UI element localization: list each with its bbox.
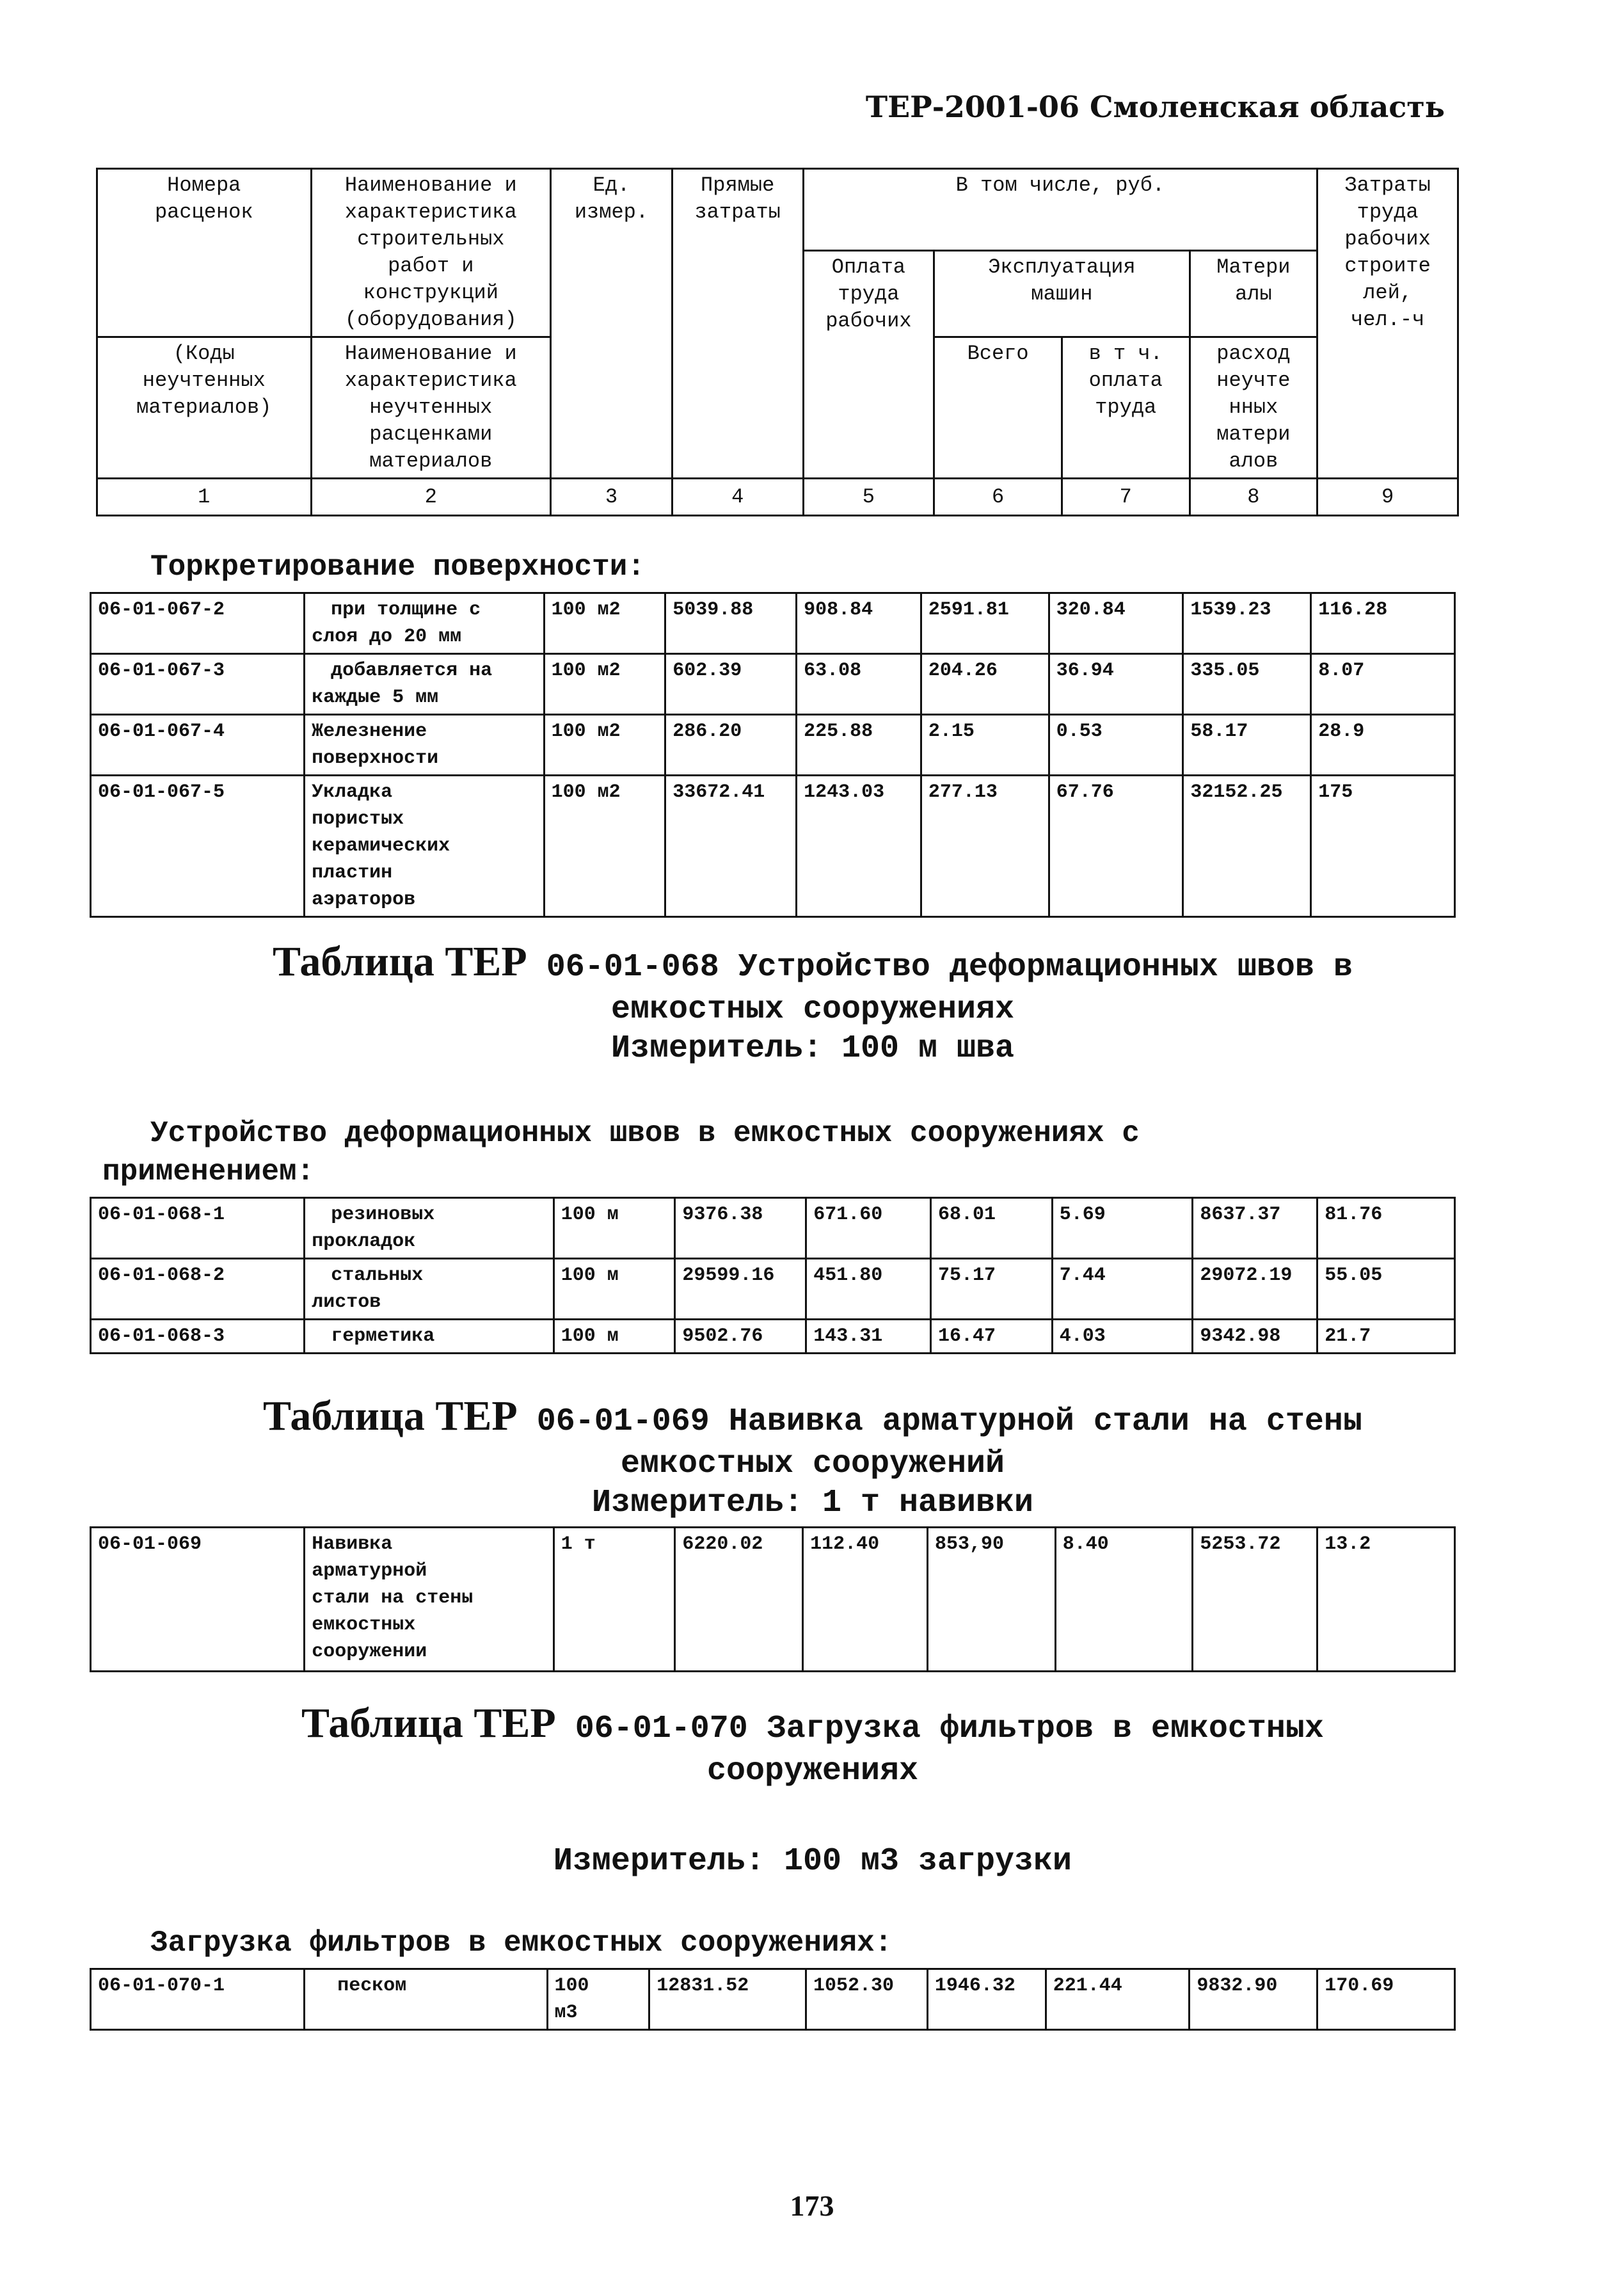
table-row [91,1528,1455,1672]
row-code: 06-01-068-2 [91,1259,305,1320]
row-labor: 63.08 [797,654,921,715]
row-unit: 100 м2 [544,654,665,715]
table-068-title: Таблица ТЕР 06-01-068 Устройство деформационных швов в емкостных сооружениях [273,938,1353,1028]
row-machines: 16.47 [931,1320,1053,1354]
table-row [91,1259,1455,1320]
col-number: 8 [1190,479,1318,516]
row-direct: 602.39 [665,654,797,715]
row-hours: 8.07 [1311,654,1455,715]
col3-header: Ед. измер. [551,169,673,479]
row-code: 06-01-068-1 [91,1198,305,1259]
col2-header-top: Наименование и характеристика строительных работ и конструкций (оборудования) [311,169,551,337]
col-number: 6 [934,479,1062,516]
row-code: 06-01-067-3 [91,654,305,715]
row-hours: 175 [1311,776,1455,917]
row-code: 06-01-069 [91,1528,305,1672]
row-direct: 9376.38 [675,1198,806,1259]
row-labor: 1243.03 [797,776,921,917]
table-row [91,654,1455,715]
row-materials: 335.05 [1183,654,1311,715]
row-labor: 671.60 [806,1198,931,1259]
col9-header: Затраты труда рабочих строите лей, чел.-ч [1318,169,1458,479]
row-unit: 1 т [553,1528,675,1672]
row-name: резиновых прокладок [305,1198,553,1259]
table-row [91,715,1455,776]
section-title-torkret: Торкретирование поверхности: [150,550,645,584]
col-number: 1 [97,479,312,516]
row-hours: 81.76 [1318,1198,1455,1259]
row-machine-labor: 5.69 [1052,1198,1193,1259]
row-machine-labor: 221.44 [1046,1969,1190,2030]
col-number: 7 [1062,479,1190,516]
col8-header-top: Матери алы [1190,251,1318,337]
row-unit: 100 м3 [547,1969,649,2030]
row-labor: 908.84 [797,593,921,654]
row-machines: 277.13 [921,776,1049,917]
row-machine-labor: 67.76 [1049,776,1183,917]
row-hours: 13.2 [1318,1528,1455,1672]
row-code: 06-01-067-5 [91,776,305,917]
row-code: 06-01-068-3 [91,1320,305,1354]
row-direct: 5039.88 [665,593,797,654]
row-machines: 68.01 [931,1198,1053,1259]
row-unit: 100 м2 [544,776,665,917]
row-machines: 1946.32 [927,1969,1046,2030]
row-machines: 853,90 [927,1528,1055,1672]
row-direct: 29599.16 [675,1259,806,1320]
row-unit: 100 м [553,1198,675,1259]
row-machine-labor: 8.40 [1055,1528,1193,1672]
column-header-table [96,168,1459,516]
table-row [91,593,1455,654]
row-hours: 116.28 [1311,593,1455,654]
row-unit: 100 м2 [544,715,665,776]
row-hours: 55.05 [1318,1259,1455,1320]
row-unit: 100 м2 [544,593,665,654]
row-machine-labor: 7.44 [1052,1259,1193,1320]
row-hours: 170.69 [1318,1969,1455,2030]
row-code: 06-01-067-2 [91,593,305,654]
group-header: В том числе, руб. [803,169,1318,251]
table-row [91,776,1455,917]
row-name: добавляется на каждые 5 мм [305,654,545,715]
col-number: 5 [803,479,934,516]
row-machines: 2591.81 [921,593,1049,654]
row-name: Навивка арматурной стали на стены емкостных сооружении [305,1528,553,1672]
page-number: 173 [790,2189,834,2222]
col2-header-bottom: Наименование и характеристика неучтенных расценками материалов [311,337,551,479]
table-068-measure: Измеритель: 100 м шва [610,1030,1015,1067]
table-068-subtitle-1: Устройство деформационных швов в емкостных сооружениях с [150,1117,1140,1150]
row-name: при толщине с слоя до 20 мм [305,593,545,654]
table-070 [90,1968,1456,2031]
row-machine-labor: 320.84 [1049,593,1183,654]
row-materials: 29072.19 [1193,1259,1318,1320]
table-row [91,1198,1455,1259]
col8-header-bottom: расход неучте нных матери алов [1190,337,1318,479]
row-labor: 143.31 [806,1320,931,1354]
col7-header: в т ч. оплата труда [1062,337,1190,479]
row-materials: 9832.90 [1190,1969,1318,2030]
row-code: 06-01-070-1 [91,1969,305,2030]
row-direct: 9502.76 [675,1320,806,1354]
row-labor: 1052.30 [806,1969,927,2030]
row-direct: 6220.02 [675,1528,803,1672]
row-machine-labor: 36.94 [1049,654,1183,715]
table-069-title: Таблица ТЕР 06-01-069 Навивка арматурной стали на стены емкостных сооружений [263,1393,1362,1482]
col5-header: Оплата труда рабочих [803,251,934,479]
col1-header-top: Номера расценок [97,169,312,337]
table-068 [90,1197,1456,1354]
row-code: 06-01-067-4 [91,715,305,776]
row-direct: 33672.41 [665,776,797,917]
row-materials: 8637.37 [1193,1198,1318,1259]
table-069 [90,1526,1456,1672]
exploitation-header: Эксплуатация машин [934,251,1190,337]
col1-header-bottom: (Коды неучтенных материалов) [97,337,312,479]
col-number: 2 [311,479,551,516]
col6-header: Всего [934,337,1062,479]
row-labor: 451.80 [806,1259,931,1320]
row-unit: 100 м [553,1259,675,1320]
row-machine-labor: 0.53 [1049,715,1183,776]
row-name: герметика [305,1320,553,1354]
row-name: песком [305,1969,547,2030]
document-header: ТЕР-2001-06 Смоленская область [865,90,1445,124]
row-materials: 1539.23 [1183,593,1311,654]
table-070-title: Таблица ТЕР 06-01-070 Загрузка фильтров в емкостных сооружениях [301,1700,1324,1789]
row-name: Укладка пористых керамических пластин аэраторов [305,776,545,917]
row-name: Железнение поверхности [305,715,545,776]
row-unit: 100 м [553,1320,675,1354]
row-materials: 32152.25 [1183,776,1311,917]
row-hours: 28.9 [1311,715,1455,776]
table-row [91,1320,1455,1354]
row-direct: 12831.52 [649,1969,806,2030]
row-name: стальных листов [305,1259,553,1320]
row-machines: 75.17 [931,1259,1053,1320]
row-materials: 58.17 [1183,715,1311,776]
row-labor: 112.40 [803,1528,928,1672]
col4-header: Прямые затраты [672,169,803,479]
row-hours: 21.7 [1318,1320,1455,1354]
row-machines: 2.15 [921,715,1049,776]
row-machine-labor: 4.03 [1052,1320,1193,1354]
col-number: 9 [1318,479,1458,516]
column-numbers-row [97,479,1458,516]
col-number: 4 [672,479,803,516]
table-070-measure: Измеритель: 100 м3 загрузки [553,1843,1072,1880]
col-number: 3 [551,479,673,516]
row-machines: 204.26 [921,654,1049,715]
table-070-subtitle: Загрузка фильтров в емкостных сооружениях: [150,1926,893,1960]
table-069-measure: Измеритель: 1 т навивки [591,1485,1034,1521]
row-direct: 286.20 [665,715,797,776]
row-labor: 225.88 [797,715,921,776]
row-materials: 5253.72 [1193,1528,1318,1672]
table-row [91,1969,1455,2030]
table-068-subtitle-2: применением: [102,1155,315,1188]
row-materials: 9342.98 [1193,1320,1318,1354]
torkret-table [90,592,1456,918]
